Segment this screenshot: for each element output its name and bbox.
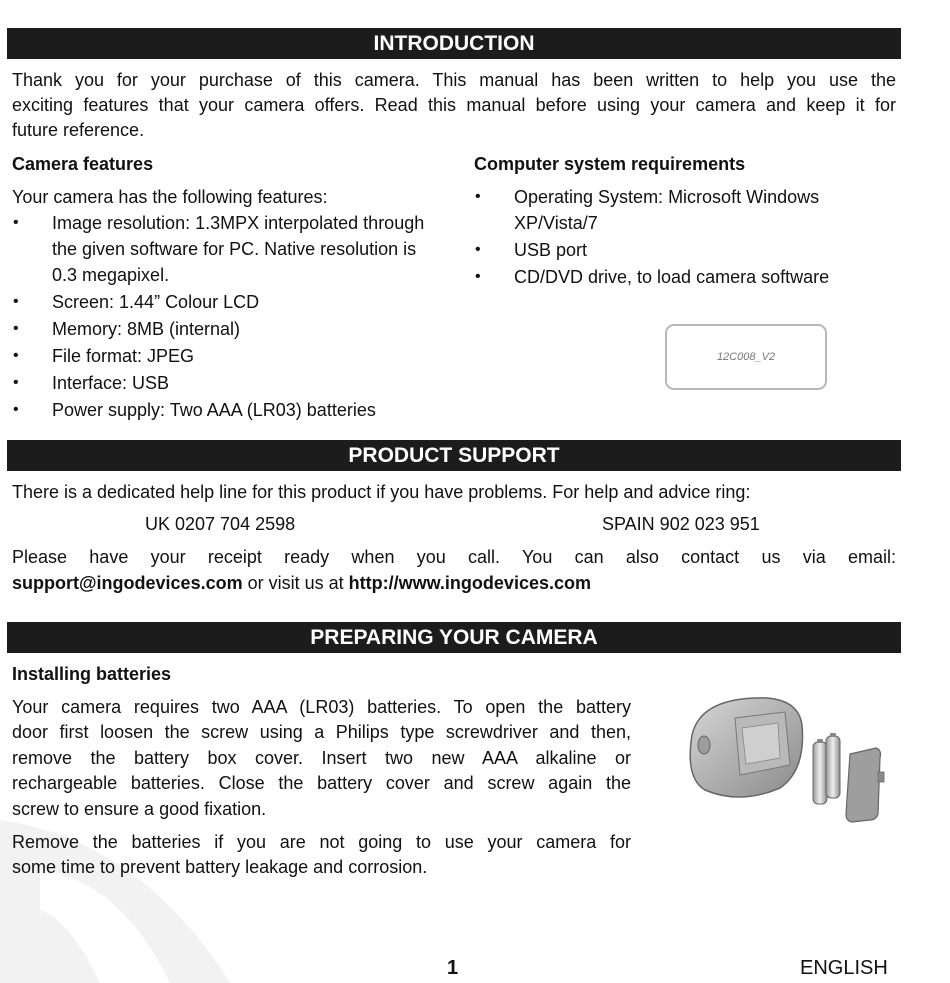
page-number: 1 bbox=[447, 957, 459, 979]
list-item: • File format: JPEG bbox=[12, 343, 432, 369]
list-item: • Operating System: Microsoft Windows XP/Vista/7 bbox=[474, 184, 894, 236]
footer-language: ENGLISH bbox=[800, 957, 888, 979]
intro-line-3: future reference. bbox=[12, 120, 145, 140]
bullet-icon: • bbox=[13, 293, 19, 310]
system-requirements-list bbox=[474, 184, 894, 291]
batteries-para1-line2: door first loosen the screw using a Philips type screwdriver and then, bbox=[12, 722, 631, 742]
batteries-para1-line3: remove the battery box cover. Insert two new AAA alkaline or bbox=[12, 748, 631, 768]
batteries-para1-line5: screw to ensure a good fixation. bbox=[12, 799, 267, 819]
list-item: • USB port bbox=[474, 237, 894, 263]
list-item: • Screen: 1.44” Colour LCD bbox=[12, 289, 432, 315]
installing-batteries-heading: Installing batteries bbox=[12, 664, 172, 684]
bullet-icon: • bbox=[475, 241, 481, 258]
bullet-icon: • bbox=[475, 268, 481, 285]
version-label-box bbox=[665, 324, 827, 390]
bullet-icon: • bbox=[13, 347, 19, 364]
bullet-icon: • bbox=[475, 188, 481, 205]
list-item: • Image resolution: 1.3MPX interpolated through the given software for PC. Native resolution is 0.3 megapixel. bbox=[12, 210, 432, 288]
list-item: • Power supply: Two AAA (LR03) batteries bbox=[12, 397, 432, 423]
camera-body-shape bbox=[690, 698, 802, 797]
bullet-icon: • bbox=[13, 374, 19, 391]
introduction-header: INTRODUCTION bbox=[7, 28, 901, 59]
support-website-link[interactable]: http://www.ingodevices.com bbox=[348, 573, 591, 593]
phone-uk: UK 0207 704 2598 bbox=[145, 514, 296, 534]
batteries-para1-line4: rechargeable batteries. Close the battery cover and screw again the bbox=[12, 773, 631, 793]
phone-spain: SPAIN 902 023 951 bbox=[602, 514, 760, 534]
list-item: • Interface: USB bbox=[12, 370, 432, 396]
batteries-para1-line1: Your camera requires two AAA (LR03) batteries. To open the battery bbox=[12, 697, 631, 717]
system-requirements-heading: Computer system requirements bbox=[474, 154, 746, 174]
camera-features-lead: Your camera has the following features: bbox=[12, 187, 328, 207]
support-contact-links bbox=[12, 570, 591, 596]
preparing-header: PREPARING YOUR CAMERA bbox=[7, 622, 901, 653]
batteries-para2-line1: Remove the batteries if you are not going to use your camera for bbox=[12, 832, 631, 852]
battery-cover-shape bbox=[846, 748, 884, 822]
intro-line-2: exciting features that your camera offers. Read this manual before using your camera and keep it for bbox=[12, 95, 896, 115]
intro-line-1: Thank you for your purchase of this camera. This manual has been written to help you use the bbox=[12, 70, 896, 90]
battery-shape bbox=[813, 733, 840, 804]
support-email-link[interactable]: support@ingodevices.com bbox=[12, 573, 243, 593]
bullet-icon: • bbox=[13, 214, 19, 231]
support-intro: There is a dedicated help line for this product if you have problems. For help and advice ring: bbox=[12, 482, 751, 502]
batteries-para2-line2: some time to prevent battery leakage and corrosion. bbox=[12, 857, 428, 877]
bullet-icon: • bbox=[13, 401, 19, 418]
camera-batteries-illustration bbox=[680, 690, 895, 830]
camera-features-heading: Camera features bbox=[12, 154, 154, 174]
support-or-visit: or visit us at bbox=[242, 573, 349, 593]
list-item: • Memory: 8MB (internal) bbox=[12, 316, 432, 342]
list-item: • CD/DVD drive, to load camera software bbox=[474, 264, 894, 290]
product-support-header: PRODUCT SUPPORT bbox=[7, 440, 901, 471]
version-label: 12C008_V2 bbox=[716, 351, 776, 363]
camera-features-list bbox=[12, 210, 432, 424]
support-contact-line: Please have your receipt ready when you call. You can also contact us via email: bbox=[12, 547, 896, 567]
bullet-icon: • bbox=[13, 320, 19, 337]
